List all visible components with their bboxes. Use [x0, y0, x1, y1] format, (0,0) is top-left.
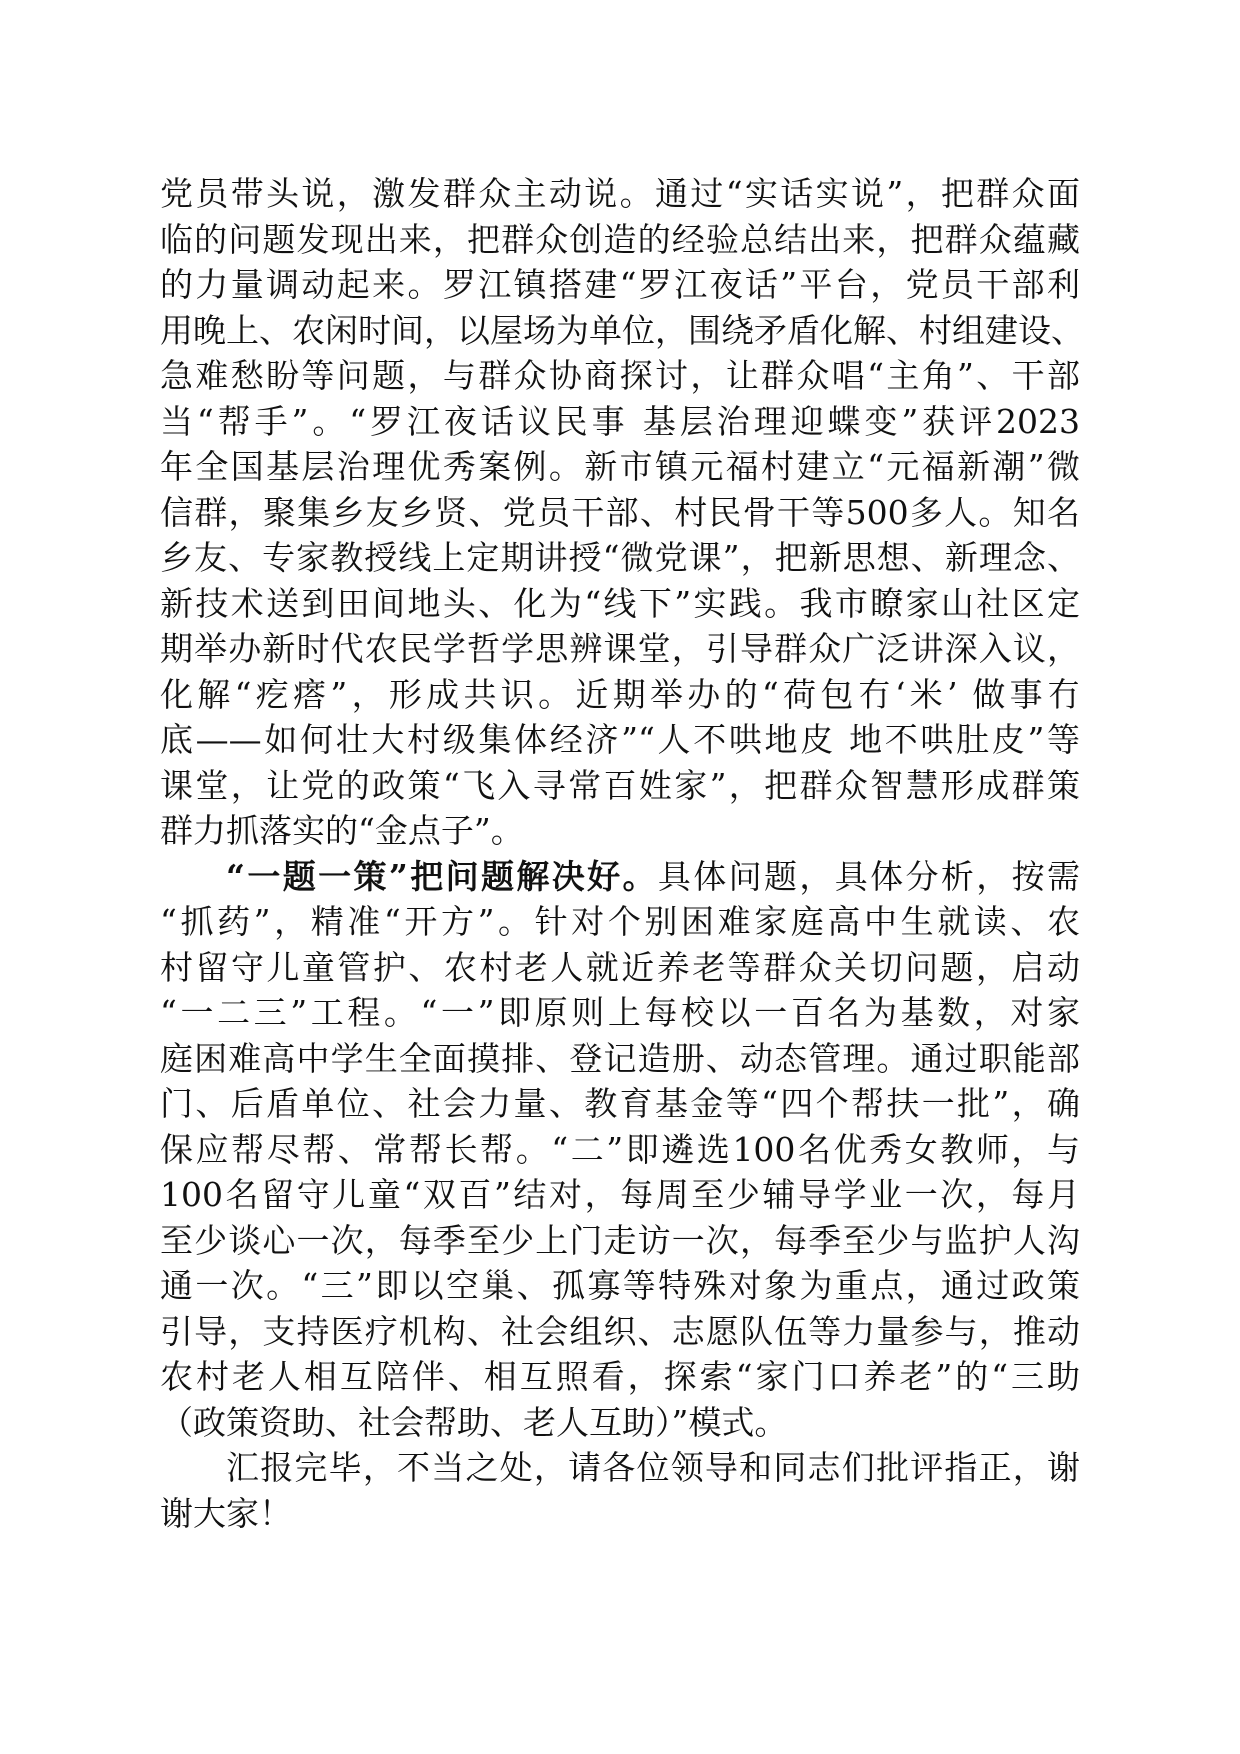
- text-line: 底——如何壮大村级集体经济”“人不哄地皮 地不哄肚皮”等: [160, 720, 1080, 759]
- text-line: 用晚上、农闲时间，以屋场为单位，围绕矛盾化解、村组建设、: [160, 310, 1084, 350]
- text-line: 当“帮手”。“罗江夜话议民事 基层治理迎蝶变”获评2023: [160, 401, 1080, 441]
- text-line: 至少谈心一次，每季至少上门走访一次，每季至少与监护人沟: [160, 1220, 1080, 1260]
- text-line: 临的问题发现出来，把群众创造的经验总结出来，把群众蕴藏: [160, 219, 1080, 259]
- text-line: “抓药”，精准“开方”。针对个别困难家庭高中生就读、农: [160, 902, 1080, 941]
- text-line: 谢大家！: [160, 1493, 292, 1533]
- heading-continuation: 具体问题，具体分析，按需: [657, 856, 1080, 896]
- text-line: 保应帮尽帮、常帮长帮。“二”即遴选100名优秀女教师，与: [160, 1129, 1080, 1169]
- text-line: 引导，支持医疗机构、社会组织、志愿队伍等力量参与，推动: [160, 1311, 1080, 1351]
- body-text: [160, 171, 1084, 1536]
- text-line: 乡友、专家教授线上定期讲授“微党课”，把新思想、新理念、: [160, 538, 1080, 577]
- text-line: [160, 854, 1080, 900]
- text-line: 急难愁盼等问题，与群众协商探讨，让群众唱“主角”、干部: [160, 356, 1080, 395]
- text-line: 群力抓落实的“金点子”。: [160, 811, 524, 850]
- text-line: 期举办新时代农民学哲学思辨课堂，引导群众广泛讲深入议，: [160, 629, 1080, 668]
- section-heading: “一题一策”把问题解决好。: [226, 856, 658, 896]
- text-line: 课堂，让党的政策“飞入寻常百姓家”，把群众智慧形成群策: [160, 765, 1080, 805]
- text-line: 党员带头说，激发群众主动说。通过“实话实说”，把群众面: [160, 174, 1080, 213]
- text-line: 农村老人相互陪伴、相互照看，探索“家门口养老”的“三助: [160, 1357, 1080, 1396]
- text-line: 100名留守儿童“双百”结对，每周至少辅导学业一次，每月: [160, 1175, 1080, 1214]
- text-line: 庭困难高中学生全面摸排、登记造册、动态管理。通过职能部: [160, 1038, 1080, 1078]
- text-line: 化解“疙瘩”，形成共识。近期举办的“荷包冇‘米’ 做事冇: [160, 674, 1080, 714]
- paragraph-closing: [160, 1445, 1080, 1536]
- paragraph-one-problem-one-policy: [160, 854, 1080, 1446]
- text-line: 汇报完毕，不当之处，请各位领导和同志们批评指正，谢: [226, 1448, 1080, 1487]
- text-line: 门、后盾单位、社会力量、教育基金等“四个帮扶一批”，确: [160, 1084, 1080, 1123]
- text-line: 通一次。“三”即以空巢、孤寡等特殊对象为重点，通过政策: [160, 1266, 1080, 1305]
- text-line: 的力量调动起来。罗江镇搭建“罗江夜话”平台，党员干部利: [160, 265, 1080, 304]
- text-line: 年全国基层治理优秀案例。新市镇元福村建立“元福新潮”微: [160, 447, 1080, 486]
- text-line: “一二三”工程。“一”即原则上每校以一百名为基数，对家: [160, 993, 1080, 1032]
- paragraph-speech-approach: [160, 171, 1084, 854]
- text-line: 信群，聚集乡友乡贤、党员干部、村民骨干等500多人。知名: [160, 492, 1080, 532]
- text-line: 村留守儿童管护、农村老人就近养老等群众关切问题，启动: [160, 947, 1080, 987]
- text-line: （政策资助、社会帮助、老人互助）”模式。: [160, 1402, 788, 1442]
- text-line: 新技术送到田间地头、化为“线下”实践。我市瞭家山社区定: [160, 583, 1080, 623]
